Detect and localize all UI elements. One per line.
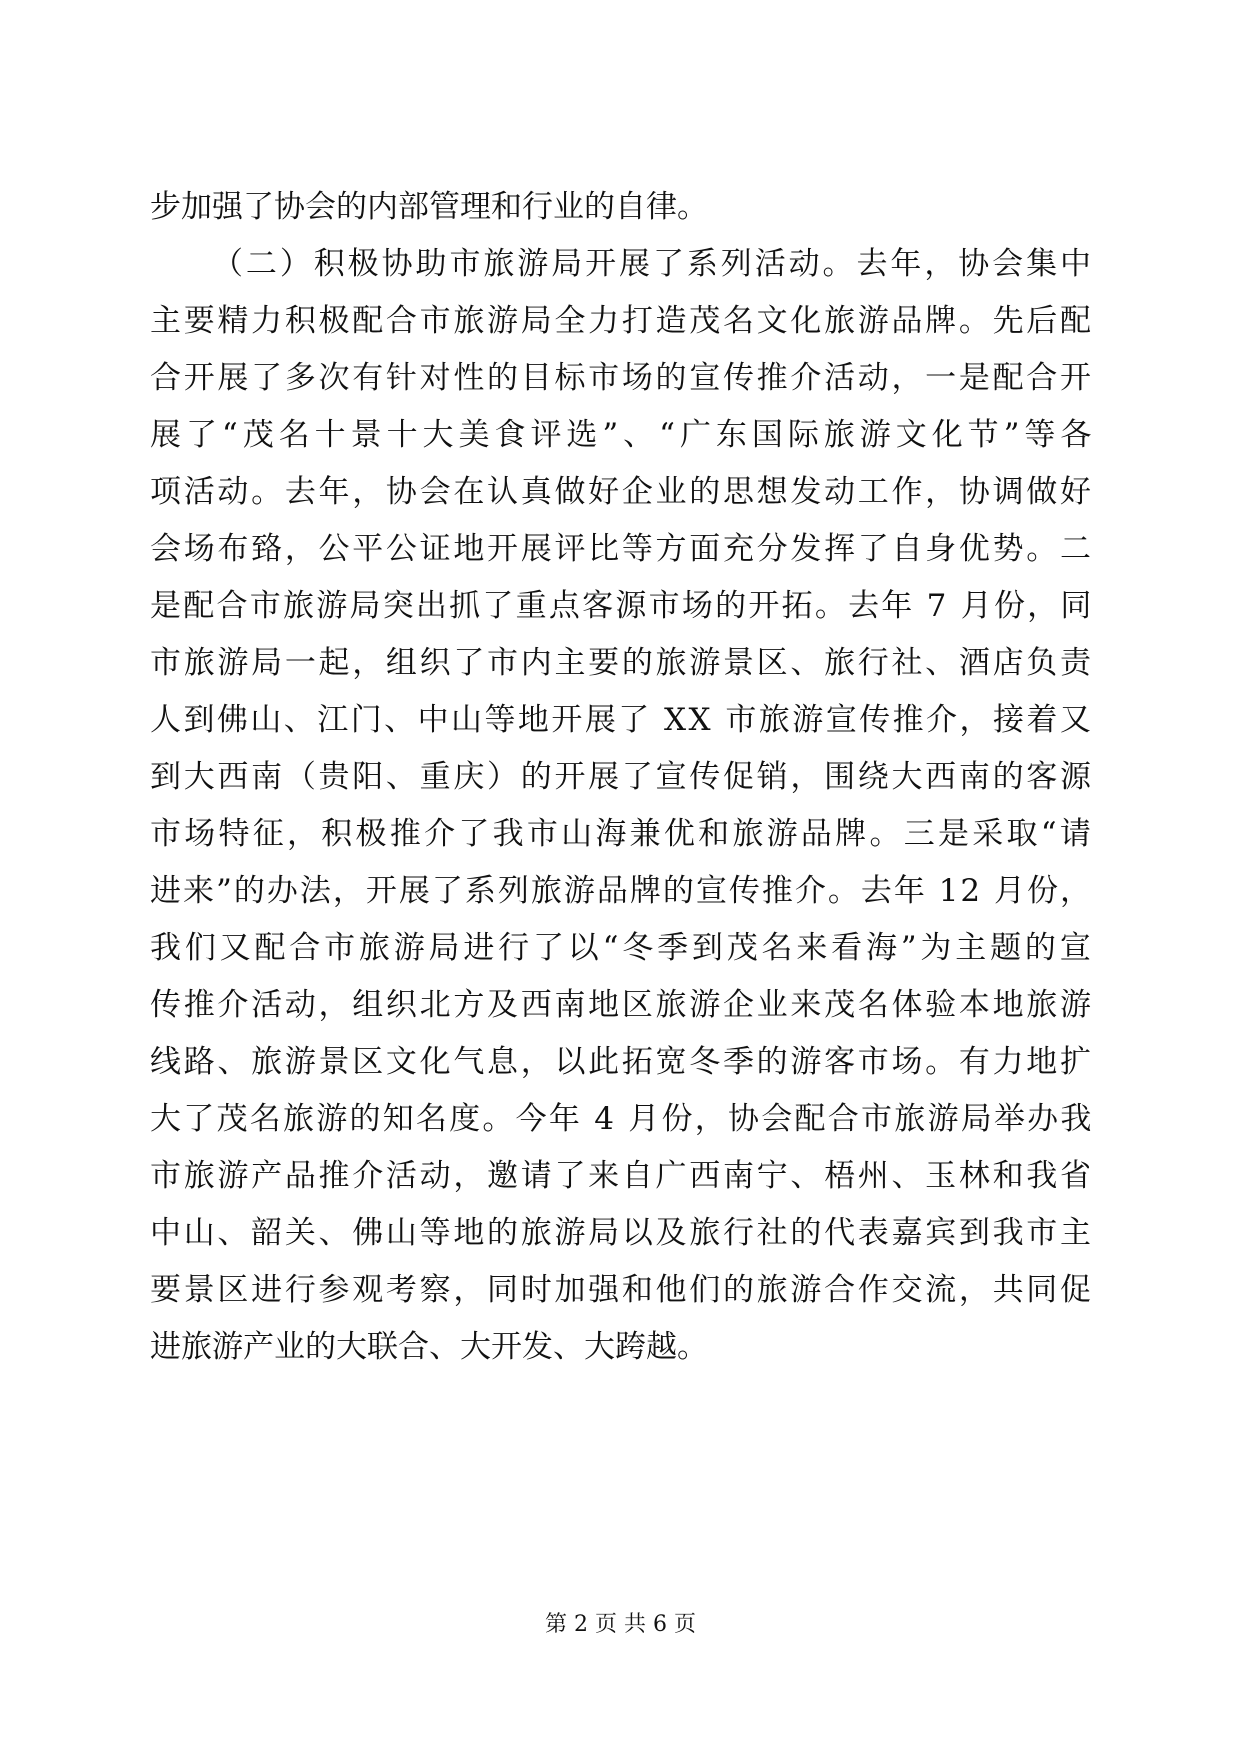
body-text-line: 合开展了多次有针对性的目标市场的宣传推介活动，一是配合开: [150, 360, 1094, 396]
body-text-line: 人到佛山、江门、中山等地开展了 XX 市旅游宣传推介，接着又: [150, 702, 1094, 738]
body-text-line: 市旅游局一起，组织了市内主要的旅游景区、旅行社、酒店负责: [150, 645, 1094, 681]
body-text-line: 大了茂名旅游的知名度。今年 4 月份，协会配合市旅游局举办我: [150, 1101, 1094, 1137]
body-text-line: 项活动。去年，协会在认真做好企业的思想发动工作，协调做好: [150, 474, 1094, 510]
body-text-line: 步加强了协会的内部管理和行业的自律。: [150, 189, 708, 225]
body-text-line: 中山、韶关、佛山等地的旅游局以及旅行社的代表嘉宾到我市主: [150, 1215, 1094, 1251]
body-text-line: 会场布臵，公平公证地开展评比等方面充分发挥了自身优势。二: [150, 531, 1094, 567]
body-text-line: 进旅游产业的大联合、大开发、大跨越。: [150, 1329, 708, 1365]
body-text-line: 我们又配合市旅游局进行了以“冬季到茂名来看海”为主题的宣: [150, 930, 1095, 966]
body-text-line: 到大西南（贵阳、重庆）的开展了宣传促销，围绕大西南的客源: [150, 759, 1094, 795]
body-text-line: 传推介活动，组织北方及西南地区旅游企业来茂名体验本地旅游: [150, 987, 1094, 1023]
body-text-line: 主要精力积极配合市旅游局全力打造茂名文化旅游品牌。先后配: [150, 303, 1094, 339]
body-text-line: 要景区进行参观考察，同时加强和他们的旅游合作交流，共同促: [150, 1272, 1094, 1308]
body-text-line: 是配合市旅游局突出抓了重点客源市场的开拓。去年 7 月份，同: [150, 588, 1094, 624]
paragraph-heading-line: （二）积极协助市旅游局开展了系列活动。去年，协会集中: [212, 246, 1094, 282]
page-number-footer: 第 2 页 共 6 页: [545, 1612, 696, 1637]
body-text-line: 线路、旅游景区文化气息，以此拓宽冬季的游客市场。有力地扩: [150, 1044, 1094, 1080]
body-text-line: 市旅游产品推介活动，邀请了来自广西南宁、梧州、玉林和我省: [150, 1158, 1094, 1194]
body-text-line: 展了“茂名十景十大美食评选”、“广东国际旅游文化节”等各: [150, 417, 1097, 453]
body-text-line: 进来”的办法，开展了系列旅游品牌的宣传推介。去年 12 月份，: [150, 873, 1093, 909]
body-text-line: 市场特征，积极推介了我市山海兼优和旅游品牌。三是采取“请: [150, 816, 1095, 852]
